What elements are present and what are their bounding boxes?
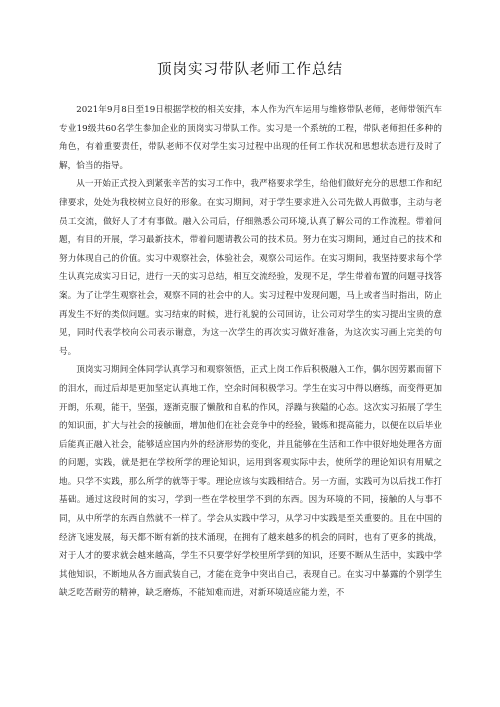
paragraph-outcome: 顶岗实习期间全体同学认真学习和观察领悟，正式上岗工作后积极融入工作，偶尔因劳累而留下的泪水，而过后却是更加坚定认真地工作，空余时间积极学习。学生在实习中得以磨练，而变得更加开朗，乐观，能干，坚强，逐渐克服了懒散和自私的作风，浮躁与狭隘的心态。这次实习拓展了学生的知识面，扩大与社会的接触面，增加他们在社会竞争中的经验，锻炼和提高能力，以便在以后毕业后能真正融入社会，能够适应国内外的经济形势的变化，并且能够在生活和工作中很好地处理各方面的问题，实践，就是把在学校所学的理论知识，运用到客观实际中去，使所学的理论知识有用赋之地。只学不实践，那么所学的就等于零。理论应该与实践相结合。另一方面，实践可为以后找工作打基础。通过这段时间的实习，学到一些在学校里学不到的东西。因为环境的不同，接触的人与事不同，从中所学的东西自然就不一样了。学会从实践中学习，从学习中实践是至关重要的。且在中国的经济飞速发展，每天都不断有新的技术涌现，在拥有了越来越多的机会的同时，也有了更多的挑战，对于人才的要求就会越来越高，学生不只要学好学校里所学到的知识，还要不断从生活中，实践中学其他知识，不断地从各方面武装自己，才能在竞争中突出自己，表现自己。在实习中暴露的个别学生缺乏吃苦耐劳的精神，缺乏磨炼，不能知难而进，对新环境适应能力差，不 (59, 365, 442, 599)
document-title: 顶岗实习带队老师工作总结 (157, 62, 343, 78)
document-body (59, 101, 442, 603)
paragraph-process: 从一开始正式投入到紧张辛苦的实习工作中，我严格要求学生，给他们做好充分的思想工作和纪律要求，处处为我校树立良好的形象。在实习期间，对于学生要求进入公司先做人再做事，主动与老员工交流，做好人了才有事做。融入公司后，仔细熟悉公司环境,认真了解公司的工作流程。带着问题，有目的开展，学习最新技术，带着问题请教公司的技术员。努力在实习期间，通过自己的技术和努力体现自己的价值。实习中观察社会，体验社会，观察公司运作。在实习期间，我坚持要求每个学生认真完成实习日记，进行一天的实习总结，相互交流经验，发现不足，学生带着布置的问题寻找答案。为了让学生观察社会，观察不同的社会中的人。实习过程中发现问题，马上或者当时指出，防止再发生不好的类似问题。实习结束的时候，进行礼貌的公司回访，让公司对学生的实习提出宝贵的意见，同时代表学校向公司表示谢意，为这一次学生的再次实习做好准备，为这次实习画上完美的句号。 (59, 179, 442, 357)
paragraph-intro: 2021年9月8日至19日根据学校的相关安排，本人作为汽车运用与维修带队老师，老师带领汽车专业19级共60名学生参加企业的顶岗实习带队工作。实习是一个系统的工程，带队老师担任多种的角色，有着重要责任，带队老师不仅对学生实习过程中出现的任何工作状况和思想状态进行及时了解，恰当的指导。 (59, 105, 442, 171)
